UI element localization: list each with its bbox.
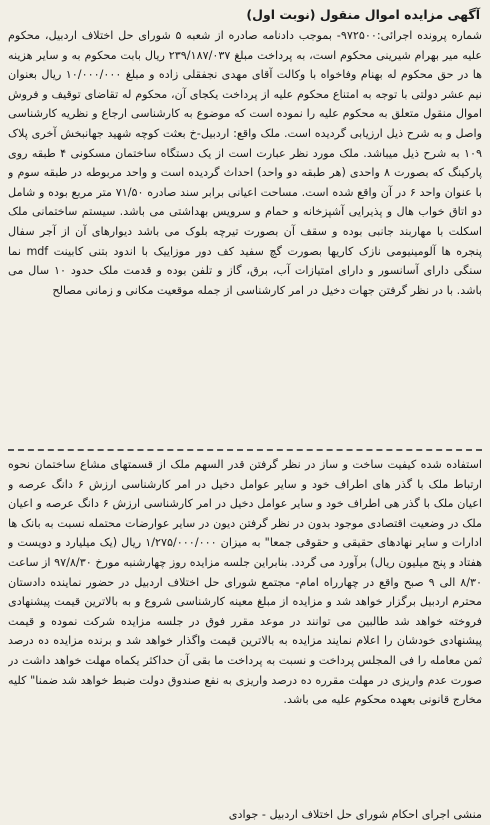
notice-signature: منشی اجرای احکام شورای حل اختلاف اردبیل - جوادی (228, 808, 482, 821)
notice-title: آگهی مزایده اموال منقول (نوبت اول) (246, 7, 480, 22)
column-divider (8, 449, 482, 451)
notice-body-part1: شماره پرونده اجرائی:۹۷۲۵۰۰- بموجب دادنامه صادره از شعبه ۵ شورای حل اختلاف اردبیل، محکوم علیه میر بهرام شیرینی محکوم است، به پرداخت مبلغ ۲۳۹/۱۸۷/۰۳۷ ریال بابت محکوم به و سایر هزینه ها در حق محکوم له بهنام وفاخواه با وکالت آقای مهدی نجفقلی زاده و مبلغ ۱۰/۰۰۰/۰۰۰ ریال بعنوان نیم عشر دولتی با توجه به امتناع محکوم علیه از پرداخت یکجای آن، محکوم له تقاضای توقیف و فروش اموال منقول متعلق به محکوم علیه را نموده است که موضوع به کارشناسی ارجاع و نظریه کارشناسی واصل و به شرح ذیل ارزیابی گردیده است. ملک واقع: اردبیل-خ بعثت کوچه شهید جهانبخش آخری پلاک ۱۰۹ به شرح ذیل میباشد. ملک مورد نظر عبارت است از یک دستگاه ساختمان مسکونی ۴ طبقه روی پارکینگ که بصورت ۸ واحدی (هر طبقه دو واحد) احداث گردیده است و واحد مربوطه در طبقه سوم و با عنوان واحد ۶ در آن واقع شده است. مساحت اعیانی برابر سند صادره ۷۱/۵۰ متر مربع بوده و شامل دو اتاق خواب هال و پذیرایی آشپزخانه و حمام و سرویس بهداشتی می باشد. سیستم ساختمانی ملک اسکلت با مهاربند جانبی بوده و سقف آن بصورت تیرچه بلوک می باشد دیوارهای آن از آجر سفال پنجره ها آلومینیومی نازک کاریها بصورت گچ سفید کف دور موزاییک با اندود بتنی کابینت mdf نما سنگی دارای آسانسور و دارای امتیازات آب، برق، گاز و تلفن بوده و قدمت ملک حدود ۱۰ سال می باشد. با در نظر گرفتن جهات دخیل در امر کارشناسی از جمله موقعیت مکانی و زمانی مصالح (8, 29, 482, 297)
notice-body-part2: استفاده شده کیفیت ساخت و ساز در نظر گرفتن قدر السهم ملک از قسمتهای مشاع ساختمان نحوه ارتباط ملک با گذر های اطراف خود و سایر عوامل دخیل در امر کارشناسی ارزش ۶ دانگ عرصه و اعیان ملک با گذر هی اطراف خود و سایر عوامل دخیل در امر کارشناسی ارزش ۶ دانگ عرصه و اعیان ملک در وضعیت اقتصادی موجود بدون در نظر گرفتن دیون در سایر عوارضات محتمله نسبت به بانک ها ادارات و سایر نهادهای حقیقی و حقوقی جمعا" به میزان ۱/۲۷۵/۰۰۰/۰۰۰ ریال (یک میلیارد و دویست و هفتاد و پنج میلیون ریال) برآورد می گردد. بنابراین جلسه مزایده روز چهارشنبه مورخ ۹۷/۸/۳۰ از ساعت ۸/۳۰ الی ۹ صبح واقع در چهارراه امام- مجتمع شورای حل اختلاف اردبیل در حضور نماینده دادستان محترم اردبیل برگزار خواهد شد و مزایده از مبلغ معینه کارشناسی شروع و به بالاترین قیمت پیشنهادی فروخته خواهد شد طالبین می توانند در موعد مقرر فوق در جلسه مزایده شرکت نموده و قیمت پیشنهادی خودشان را اعلام نمایند مزایده به بالاترین قیمت واگذار خواهد شد و برنده مزایده ده درصد ثمن معامله را فی المجلس پرداخت و نسبت به پرداخت ما بقی آن حداکثر یکماه مهلت خواهد داشت در صورت عدم واریزی در مهلت مقرره ده درصد واریزی به نفع صندوق دولت ضبط خواهد شد ضمنا" کلیه مخارج قانونی بعهده محکوم علیه می باشد. (8, 458, 482, 707)
